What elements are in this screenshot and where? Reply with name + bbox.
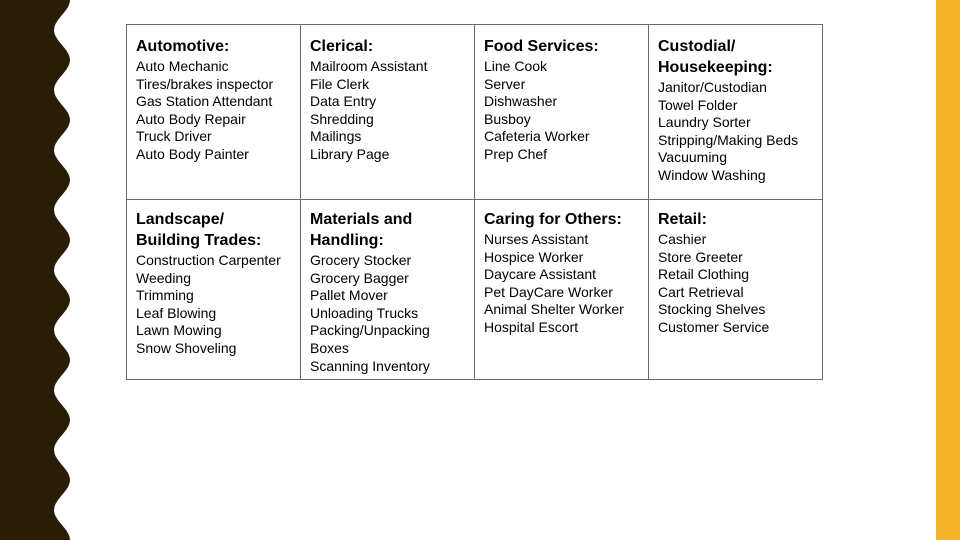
right-accent-stripe — [936, 0, 960, 540]
category-title: Retail: — [658, 211, 707, 228]
job-item: Pallet Mover — [310, 287, 388, 304]
job-item: Shredding — [310, 110, 374, 127]
category-cell — [301, 25, 475, 200]
job-item: Weeding — [136, 269, 192, 286]
job-item: Trimming — [136, 287, 194, 304]
category-title: Food Services: — [484, 38, 599, 55]
job-list — [136, 252, 296, 358]
job-item: Data Entry — [310, 93, 377, 110]
job-item: Scanning Inventory — [310, 357, 430, 374]
job-item: Window Washing — [658, 166, 766, 183]
job-item: Unloading Trucks — [310, 304, 419, 321]
job-item: Server — [484, 75, 526, 92]
job-item: Janitor/Custodian — [658, 79, 767, 95]
job-item: Cashier — [658, 231, 707, 247]
category-title: Caring for Others: — [484, 211, 622, 228]
job-item: Stripping/Making Beds — [658, 131, 799, 148]
category-title: Automotive: — [136, 38, 230, 55]
job-list — [484, 231, 644, 337]
job-item: Stocking Shelves — [658, 301, 766, 318]
job-item: Library Page — [310, 145, 390, 162]
job-item: Auto Mechanic — [136, 58, 229, 74]
job-item: Animal Shelter Worker — [484, 301, 624, 318]
category-cell — [475, 25, 649, 200]
job-item: Busboy — [484, 110, 531, 127]
category-cell — [649, 25, 823, 200]
job-list — [484, 58, 644, 164]
category-cell — [475, 200, 649, 380]
job-item: Hospital Escort — [484, 318, 579, 335]
table-row — [127, 200, 823, 380]
job-list — [658, 231, 818, 337]
job-item: Gas Station Attendant — [136, 93, 273, 110]
job-item: Prep Chef — [484, 145, 548, 162]
job-list — [658, 79, 818, 185]
category-title: Materials and Handling: — [310, 211, 413, 249]
job-item: Dishwasher — [484, 93, 558, 110]
job-list — [310, 252, 470, 375]
job-item: Cart Retrieval — [658, 283, 744, 300]
job-item: Nurses Assistant — [484, 231, 589, 247]
job-item: Grocery Bagger — [310, 269, 409, 286]
job-item: Vacuuming — [658, 149, 728, 166]
job-item: Boxes — [310, 339, 349, 356]
category-title: Custodial/ Housekeeping: — [658, 38, 773, 76]
job-item: Cafeteria Worker — [484, 128, 590, 145]
job-item: File Clerk — [310, 75, 370, 92]
job-item: Daycare Assistant — [484, 266, 597, 283]
wave-shape — [0, 0, 70, 540]
job-item: Pet DayCare Worker — [484, 283, 613, 300]
category-cell — [127, 200, 301, 380]
job-list — [310, 58, 470, 164]
job-item: Tires/brakes inspector — [136, 75, 274, 92]
job-item: Customer Service — [658, 318, 770, 335]
wavy-left-border — [0, 0, 80, 540]
job-item: Snow Shoveling — [136, 339, 237, 356]
job-item: Mailings — [310, 128, 362, 145]
job-item: Packing/Unpacking — [310, 322, 430, 339]
job-item: Hospice Worker — [484, 248, 584, 265]
category-cell — [649, 200, 823, 380]
job-item: Auto Body Painter — [136, 145, 249, 162]
job-item: Construction Carpenter — [136, 252, 281, 268]
job-item: Retail Clothing — [658, 266, 750, 283]
job-categories-table — [126, 24, 823, 380]
category-title: Clerical: — [310, 38, 374, 55]
job-item: Lawn Mowing — [136, 322, 222, 339]
job-item: Towel Folder — [658, 96, 738, 113]
job-item: Mailroom Assistant — [310, 58, 428, 74]
job-item: Line Cook — [484, 58, 548, 74]
job-item: Truck Driver — [136, 128, 212, 145]
category-title: Landscape/ Building Trades: — [136, 211, 262, 249]
job-list — [136, 58, 296, 164]
job-item: Leaf Blowing — [136, 304, 217, 321]
job-item: Store Greeter — [658, 248, 743, 265]
category-cell — [127, 25, 301, 200]
table-row — [127, 25, 823, 200]
category-cell — [301, 200, 475, 380]
job-item: Auto Body Repair — [136, 110, 246, 127]
job-item: Grocery Stocker — [310, 252, 412, 268]
job-item: Laundry Sorter — [658, 114, 751, 131]
